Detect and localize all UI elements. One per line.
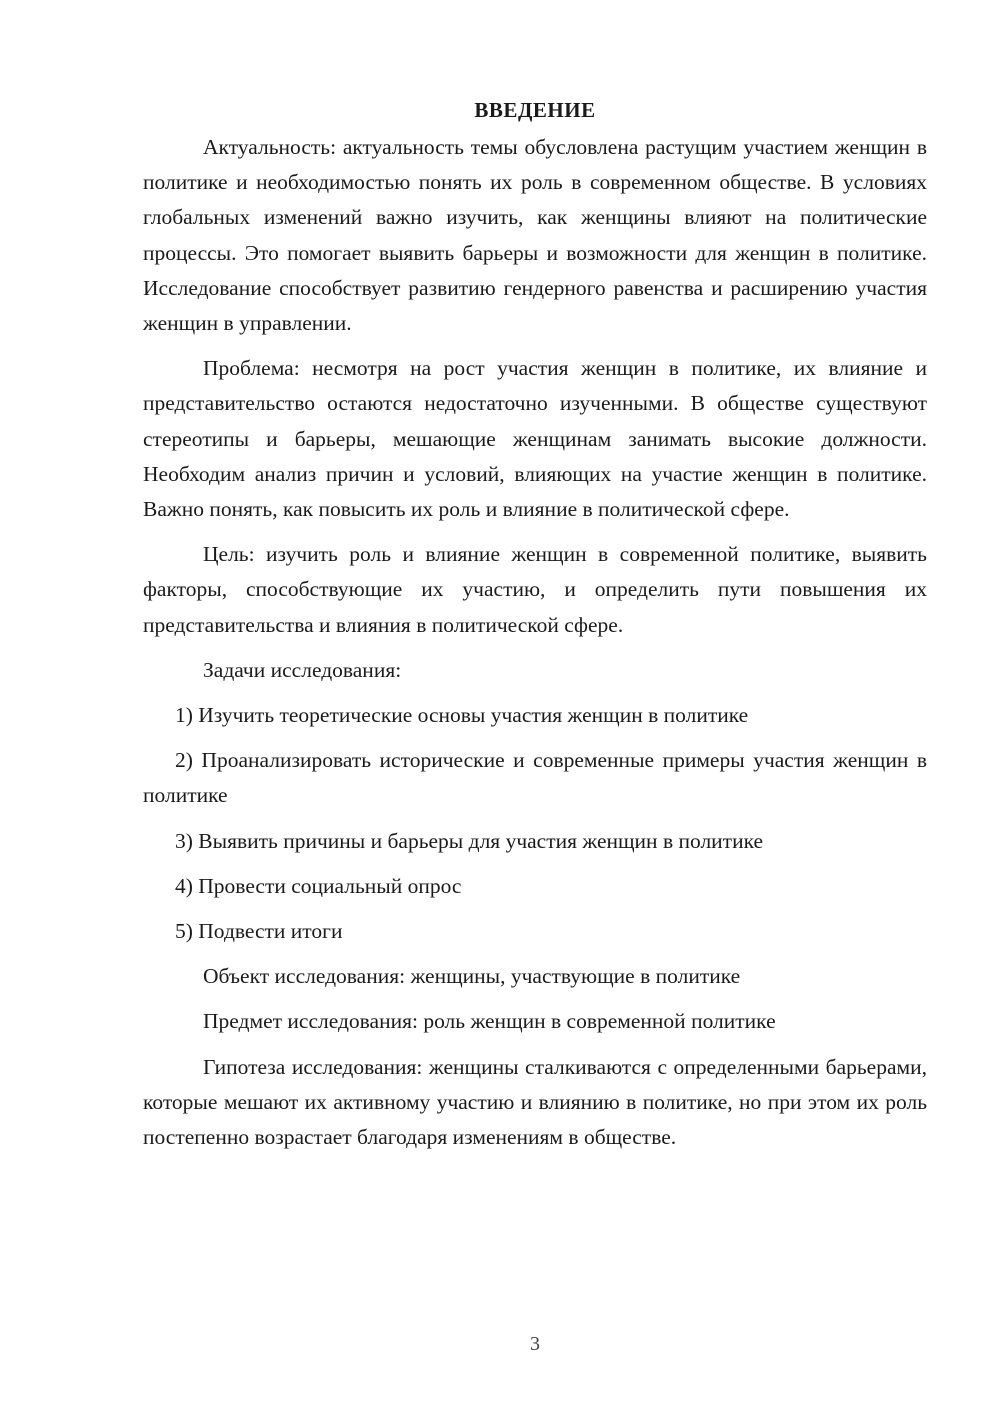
task-item-5: 5) Подвести итоги xyxy=(175,919,343,944)
goal-paragraph: Цель: изучить роль и влияние женщин в современной политике, выявить факторы, способствующие их участию, и определить пути повышения их представительства и влияния в политической сфере. xyxy=(143,542,927,637)
hypothesis-paragraph: Гипотеза исследования: женщины сталкиваются с определенными барьерами, которые мешают их активному участию и влиянию в политике, но при этом их роль постепенно возрастает благодаря изменениям в обществе. xyxy=(143,1054,927,1150)
task-item-2: 2) Проанализировать исторические и современные примеры участия женщин в политике xyxy=(143,748,927,808)
research-subject: Предмет исследования: роль женщин в современной политике xyxy=(203,1009,776,1034)
section-title: ВВЕДЕНИЕ xyxy=(474,98,596,122)
task-item-4: 4) Провести социальный опрос xyxy=(175,873,462,898)
relevance-paragraph: Актуальность: актуальность темы обусловлена растущим участием женщин в политике и необходимостью понять их роль в современном обществе. В условиях глобальных изменений важно изучить, как женщины влияют на политические процессы. Это помогает выявить барьеры и возможности для женщин в политике. Исследование способствует развитию гендерного равенства и расширению участия женщин в управлении. xyxy=(143,135,927,336)
problem-paragraph: Проблема: несмотря на рост участия женщин в политике, их влияние и представительство остаются недостаточно изученными. В обществе существуют стереотипы и барьеры, мешающие женщинам занимать высокие должности. Необходим анализ причин и условий, влияющих на участие женщин в политике. Важно понять, как повысить их роль и влияние в политической сфере. xyxy=(143,356,927,522)
task-item-1: 1) Изучить теоретические основы участия женщин в политике xyxy=(175,703,749,728)
page-number: 3 xyxy=(530,1333,540,1355)
research-object: Объект исследования: женщины, участвующие в политике xyxy=(203,964,741,989)
tasks-heading: Задачи исследования: xyxy=(203,657,402,682)
document-page xyxy=(143,92,927,1165)
task-item-3: 3) Выявить причины и барьеры для участия женщин в политике xyxy=(175,828,764,853)
